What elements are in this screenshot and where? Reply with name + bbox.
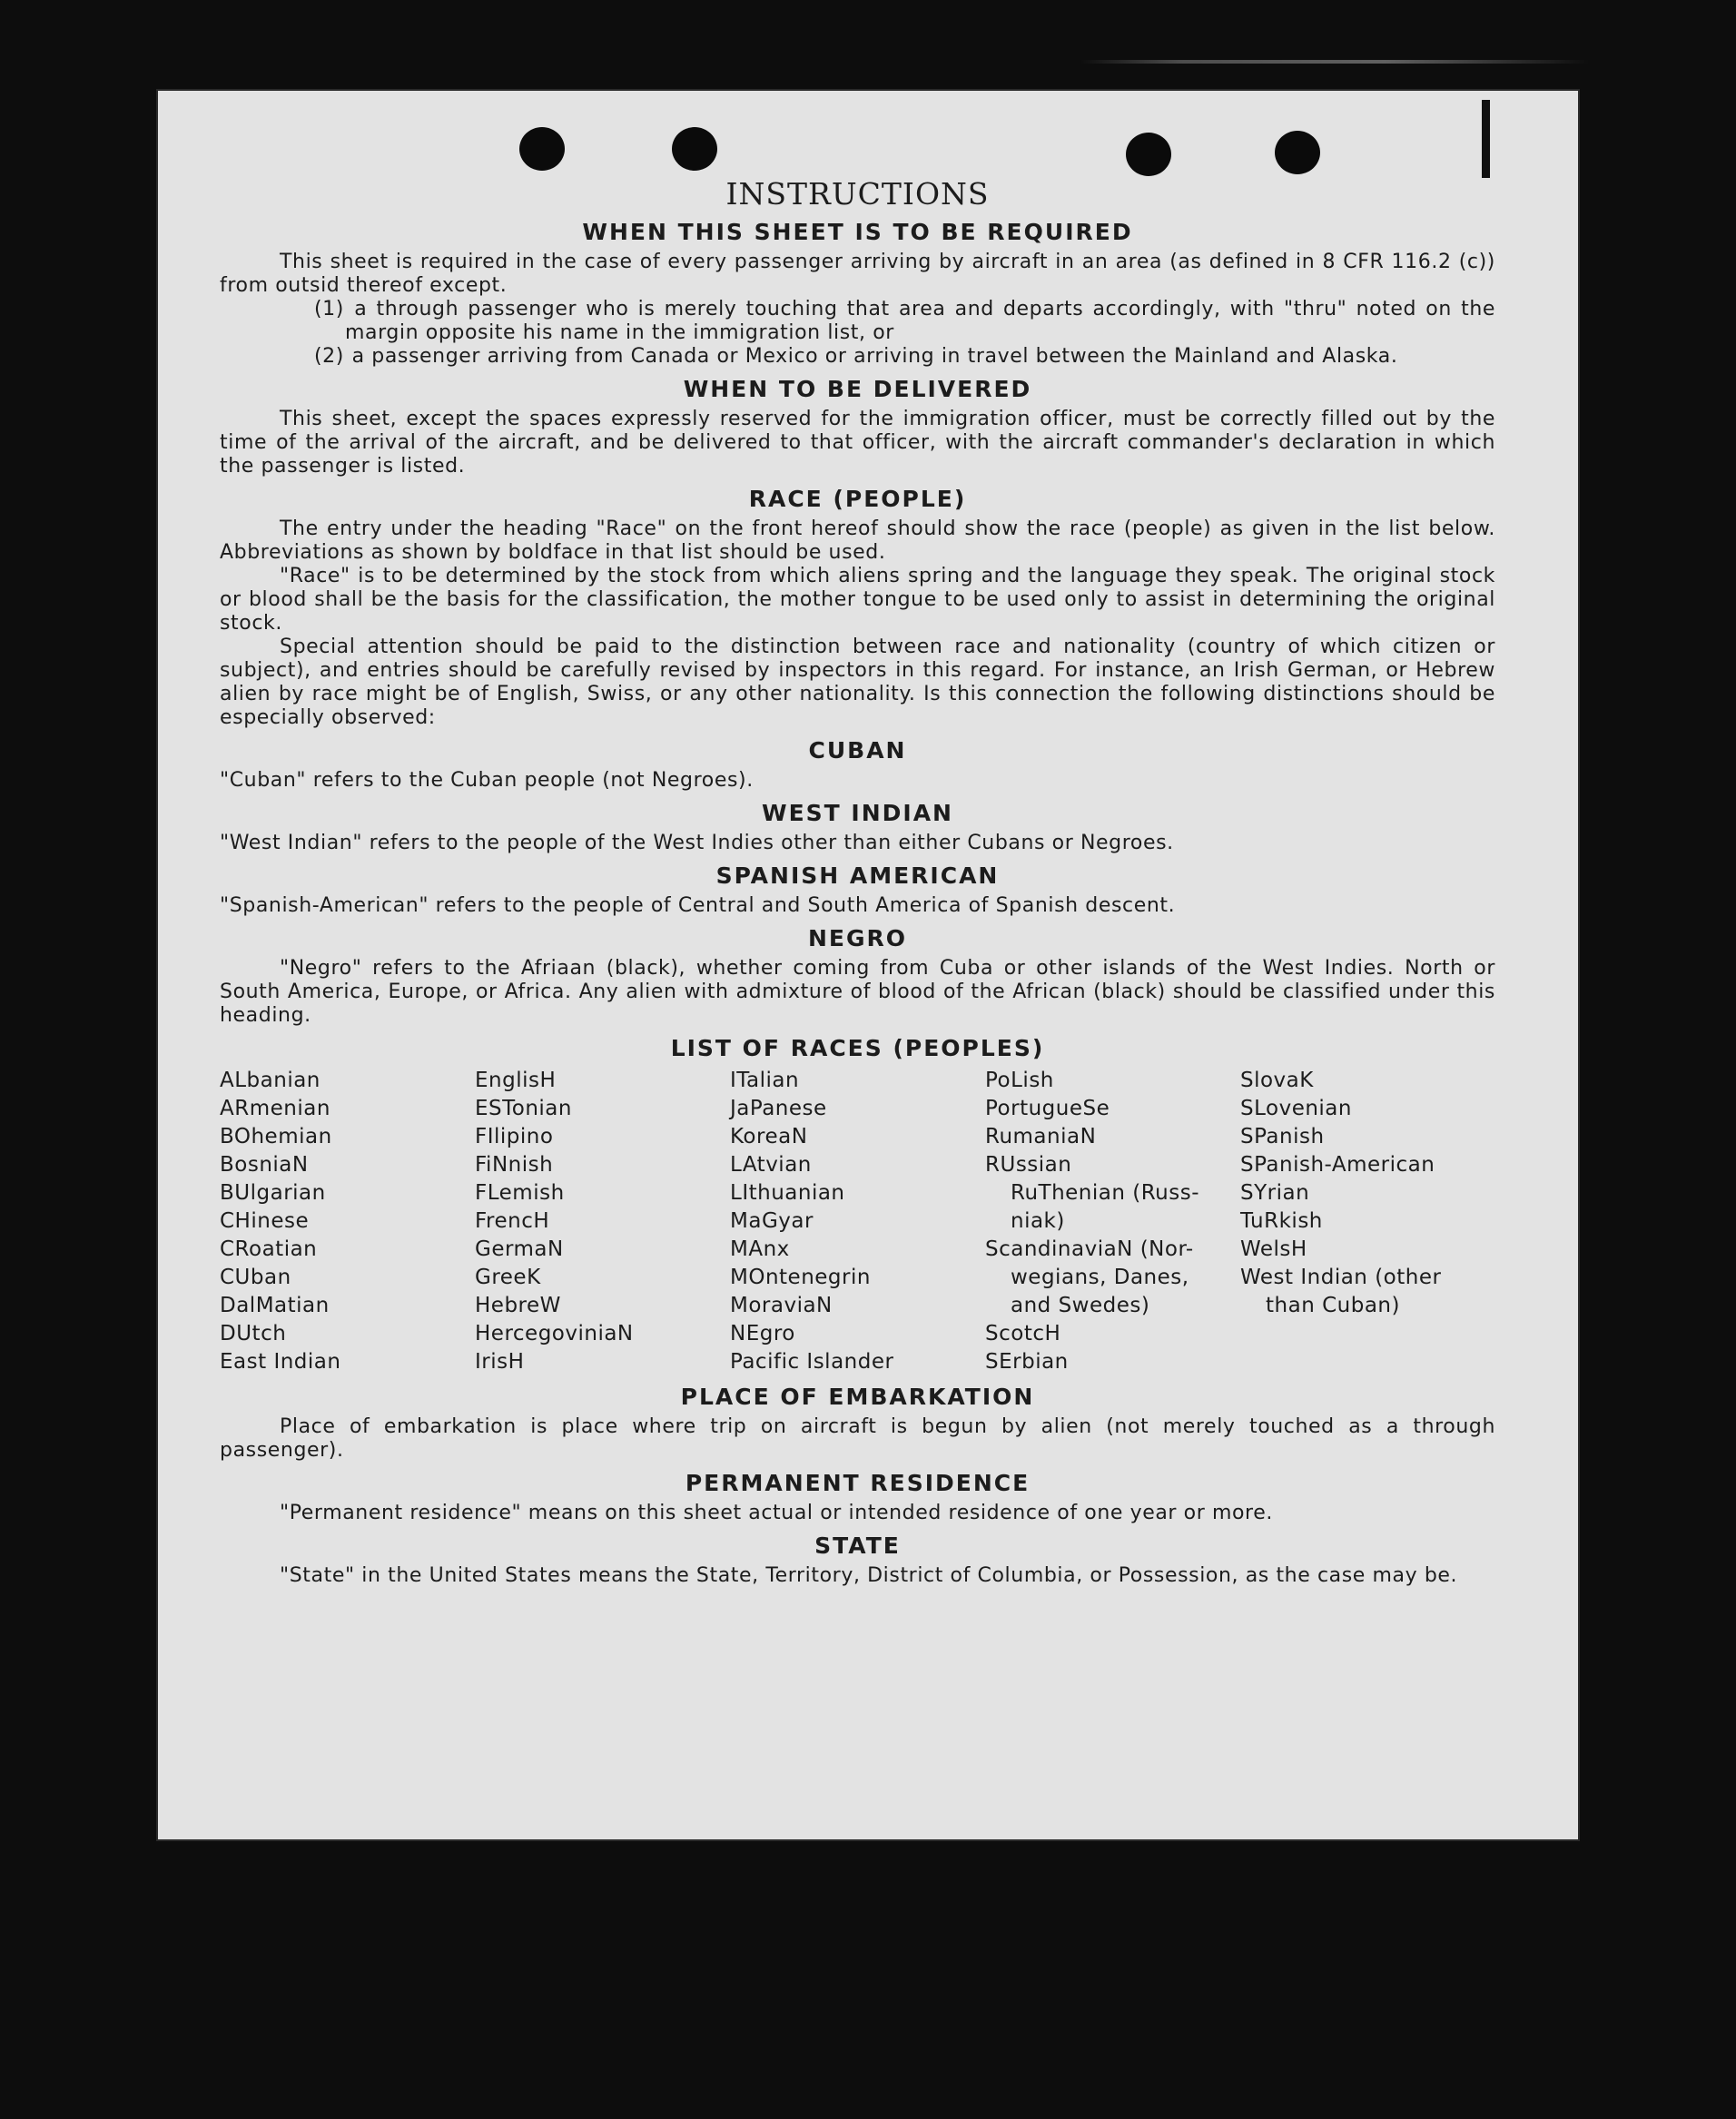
heading-spanish-american: SPANISH AMERICAN xyxy=(715,862,1000,889)
race-entry: MOntenegrin xyxy=(730,1266,871,1289)
race-entry: MaGyar xyxy=(730,1209,814,1233)
race-entry: CRoatian xyxy=(220,1237,318,1261)
list-item xyxy=(156,298,1495,345)
race-entry: SPanish xyxy=(1240,1125,1325,1148)
heading-cuban: CUBAN xyxy=(808,737,907,764)
punch-hole xyxy=(1126,133,1171,176)
races-column-1 xyxy=(220,1067,475,1376)
paragraph: This sheet, except the spaces expressly reserved for the immigration officer, must be correctly filled out by the time of the arrival of the aircraft, and be delivered to that officer, with the aircraft commander's declaration in which the passenger is listed. xyxy=(220,408,1495,478)
race-entry: BUlgarian xyxy=(220,1181,326,1205)
race-entry: PortugueSe xyxy=(985,1097,1110,1120)
heading-negro: NEGRO xyxy=(807,925,908,951)
paragraph: "Spanish-American" refers to the people of Central and South America of Spanish descent. xyxy=(220,894,1176,917)
race-entry: ScotcH xyxy=(985,1322,1061,1345)
race-entry: DalMatian xyxy=(220,1294,330,1317)
item-text: a passenger arriving from Canada or Mexico or arriving in travel between the Mainland and Alaska. xyxy=(351,345,1398,368)
race-entry: ESTonian xyxy=(475,1097,572,1120)
race-entry: CUban xyxy=(220,1266,291,1289)
race-entry: MoraviaN xyxy=(730,1294,833,1317)
paragraph: The entry under the heading "Race" on the front hereof should show the race (people) as given in the list below. Abbreviations as shown by boldface in that list should be used. xyxy=(220,517,1495,564)
race-entry: ScandinaviaN (Nor- xyxy=(985,1237,1194,1261)
race-entry: SPanish-American xyxy=(1240,1153,1435,1177)
race-entry: MAnx xyxy=(730,1237,790,1261)
race-entry: SLovenian xyxy=(1240,1097,1352,1120)
race-entry: LIthuanian xyxy=(730,1181,845,1205)
races-column-5 xyxy=(1240,1067,1495,1376)
heading-west-indian: WEST INDIAN xyxy=(762,800,953,826)
race-entry: HebreW xyxy=(475,1294,561,1317)
races-list xyxy=(220,1067,1495,1376)
race-entry: PoLish xyxy=(985,1069,1054,1092)
race-entry: RuThenian (Russ- xyxy=(1011,1181,1200,1205)
race-entry: SYrian xyxy=(1240,1181,1310,1205)
document-sheet xyxy=(156,89,1580,1841)
race-entry: IrisH xyxy=(475,1350,525,1374)
race-entry: niak) xyxy=(1011,1209,1065,1233)
paragraph: Place of embarkation is place where trip on aircraft is begun by alien (not merely touched as a through passenger). xyxy=(220,1415,1495,1462)
race-entry: and Swedes) xyxy=(1011,1294,1150,1317)
paragraph: Special attention should be paid to the distinction between race and nationality (country of which citizen or subject), and entries should be carefully revised by inspectors in this regard. For instance, an Irish German, or Hebrew alien by race might be of English, Swiss, or any other nationality. Is this connection the following distinctions should be especially observed: xyxy=(220,636,1495,729)
race-entry: WelsH xyxy=(1240,1237,1307,1261)
paragraph: "Race" is to be determined by the stock from which aliens spring and the language they speak. The original stock or blood shall be the basis for the classification, the mother tongue to be used only to assist in determining the original stock. xyxy=(220,565,1495,635)
heading-embarkation: PLACE OF EMBARKATION xyxy=(680,1384,1035,1410)
races-column-3 xyxy=(730,1067,985,1376)
race-entry: GreeK xyxy=(475,1266,541,1289)
race-entry: ITalian xyxy=(730,1069,800,1092)
item-text: a through passenger who is merely touching that area and departs accordingly, with "thru" noted on the margin opposite his name in the immigration list, or xyxy=(345,298,1496,344)
race-entry: RUssian xyxy=(985,1153,1072,1177)
item-number: (2) xyxy=(314,345,344,368)
race-entry: FLemish xyxy=(475,1181,565,1205)
race-entry: JaPanese xyxy=(730,1097,827,1120)
heading-state: STATE xyxy=(814,1533,901,1559)
paragraph: This sheet is required in the case of every passenger arriving by aircraft in an area (as defined in 8 CFR 116.2 (c)) from outsid thereof except. xyxy=(220,251,1495,297)
paragraph: "State" in the United States means the State, Territory, District of Columbia, or Possession, as the case may be. xyxy=(280,1564,1458,1587)
race-entry: ARmenian xyxy=(220,1097,330,1120)
race-entry: FIlipino xyxy=(475,1125,554,1148)
race-entry: DUtch xyxy=(220,1322,287,1345)
list-item xyxy=(156,345,1495,369)
instructions-text xyxy=(220,176,1495,1588)
race-entry: GermaN xyxy=(475,1237,564,1261)
race-entry: FrencH xyxy=(475,1209,550,1233)
heading-residence: PERMANENT RESIDENCE xyxy=(685,1470,1031,1496)
page-title: INSTRUCTIONS xyxy=(725,176,990,212)
paragraph: "West Indian" refers to the people of the West Indies other than either Cubans or Negroes. xyxy=(220,832,1174,854)
heading-required: WHEN THIS SHEET IS TO BE REQUIRED xyxy=(582,219,1133,245)
race-entry: SlovaK xyxy=(1240,1069,1314,1092)
race-entry: wegians, Danes, xyxy=(1011,1266,1189,1289)
race-entry: BOhemian xyxy=(220,1125,332,1148)
punch-hole xyxy=(672,127,717,171)
paragraph: "Cuban" refers to the Cuban people (not Negroes). xyxy=(220,769,754,792)
race-entry: TuRkish xyxy=(1240,1209,1323,1233)
race-entry: West Indian (other xyxy=(1240,1266,1442,1289)
race-entry: Pacific Islander xyxy=(730,1350,894,1374)
race-entry: RumaniaN xyxy=(985,1125,1097,1148)
scan-edge xyxy=(1080,60,1589,64)
race-entry: NEgro xyxy=(730,1322,795,1345)
race-entry: than Cuban) xyxy=(1266,1294,1400,1317)
margin-mark xyxy=(1482,100,1490,178)
races-column-4 xyxy=(985,1067,1240,1376)
race-entry: ALbanian xyxy=(220,1069,321,1092)
race-entry: CHinese xyxy=(220,1209,310,1233)
paragraph: "Permanent residence" means on this sheet actual or intended residence of one year or more. xyxy=(280,1502,1273,1524)
punch-hole xyxy=(1275,131,1320,174)
races-column-2 xyxy=(475,1067,730,1376)
heading-race: RACE (PEOPLE) xyxy=(748,486,967,512)
race-entry: HercegoviniaN xyxy=(475,1322,634,1345)
item-number: (1) xyxy=(314,298,344,320)
heading-list-of-races: LIST OF RACES (PEOPLES) xyxy=(670,1035,1045,1061)
heading-delivered: WHEN TO BE DELIVERED xyxy=(683,376,1032,402)
race-entry: KoreaN xyxy=(730,1125,808,1148)
punch-hole xyxy=(519,127,565,171)
race-entry: EnglisH xyxy=(475,1069,557,1092)
race-entry: SErbian xyxy=(985,1350,1069,1374)
paragraph: "Negro" refers to the Afriaan (black), whether coming from Cuba or other islands of the West Indies. North or South America, Europe, or Africa. Any alien with admixture of blood of the African (black) should be classified under this heading. xyxy=(220,957,1495,1027)
race-entry: East Indian xyxy=(220,1350,341,1374)
race-entry: FiNnish xyxy=(475,1153,554,1177)
race-entry: LAtvian xyxy=(730,1153,812,1177)
race-entry: BosniaN xyxy=(220,1153,309,1177)
